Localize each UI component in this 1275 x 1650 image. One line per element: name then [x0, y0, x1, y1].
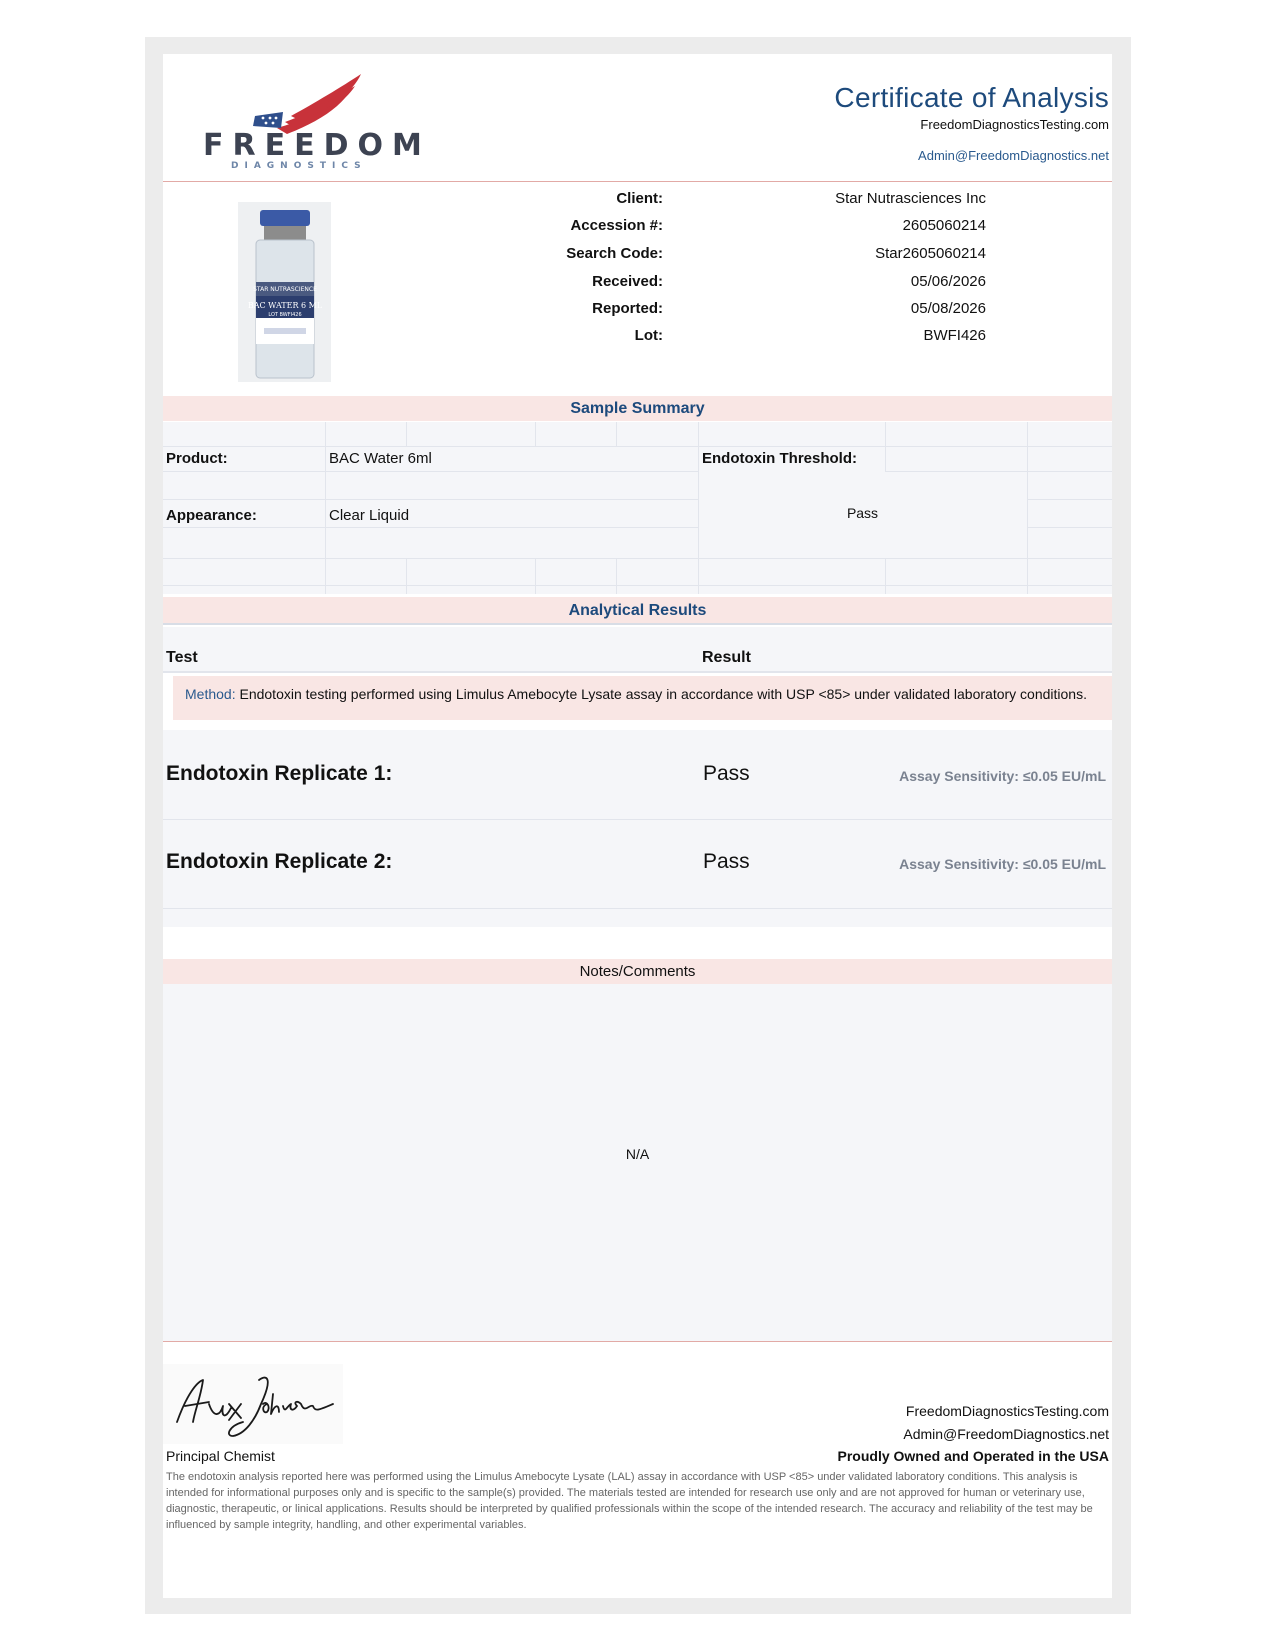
client-info-value: 2605060214 — [902, 217, 986, 234]
footer-email: Admin@FreedomDiagnostics.net — [903, 1426, 1109, 1442]
signature-icon — [163, 1364, 343, 1444]
appearance-value: Clear Liquid — [329, 507, 410, 524]
client-info-label: Client: — [616, 190, 663, 207]
endotoxin-threshold-label: Endotoxin Threshold: — [702, 450, 857, 467]
footer-divider — [163, 1341, 1112, 1342]
footer-tagline: Proudly Owned and Operated in the USA — [837, 1448, 1109, 1464]
sample-vial-image — [238, 202, 331, 382]
document-title: Certificate of Analysis — [834, 82, 1109, 113]
client-info-value: 05/08/2026 — [910, 300, 986, 317]
analytical-results-header: Analytical Results — [163, 597, 1112, 625]
client-info-value: Star2605060214 — [875, 245, 986, 262]
client-info-label: Reported: — [592, 300, 663, 317]
header-email: Admin@FreedomDiagnostics.net — [918, 148, 1109, 163]
notes-body — [163, 984, 1112, 1341]
result-value: Pass — [703, 850, 750, 873]
certificate-sheet — [163, 54, 1112, 1598]
method-label: Method: — [185, 686, 236, 702]
result-test-name: Endotoxin Replicate 2: — [166, 850, 393, 873]
method-note — [173, 676, 1112, 720]
column-header-result: Result — [702, 649, 751, 666]
client-info-label: Lot: — [634, 327, 663, 344]
svg-text:STAR NUTRASCIENCE: STAR NUTRASCIENCE — [253, 286, 317, 293]
client-info-label: Received: — [592, 273, 663, 290]
client-info-value: Star Nutrasciences Inc — [835, 190, 986, 207]
sample-summary-grid — [163, 422, 1112, 594]
svg-text:BAC WATER 6 ML: BAC WATER 6 ML — [247, 301, 323, 310]
assay-sensitivity: Assay Sensitivity: ≤0.05 EU/mL — [899, 768, 1106, 784]
column-header-test: Test — [166, 649, 198, 666]
client-info-value: BWFI426 — [923, 327, 986, 344]
signature — [163, 1364, 343, 1444]
client-info-value: 05/06/2026 — [910, 273, 986, 290]
product-value: BAC Water 6ml — [329, 450, 432, 467]
product-label: Product: — [166, 450, 228, 467]
footer-website: FreedomDiagnosticsTesting.com — [905, 1403, 1109, 1419]
appearance-label: Appearance: — [166, 507, 257, 524]
result-test-name: Endotoxin Replicate 1: — [166, 762, 393, 785]
endotoxin-threshold-value: Pass — [846, 505, 879, 521]
vial-icon — [238, 202, 331, 382]
notes-header: Notes/Comments — [163, 959, 1112, 984]
disclaimer: The endotoxin analysis reported here was performed using the Limulus Amebocyte Lysate (LAL) assay in accordance with USP <85> under validated laboratory conditions. This analysis is intended for informational purposes only and is specific to the sample(s) provided. The materials tested are intended for research use only and are not approved for human or veterinary use, diagnostic, therapeutic, or linical applications. Results should be interpreted by qualified professionals within the scope of the intended research. The accuracy and reliability of the test may be influenced by sample integrity, handling, and other experimental variables. — [166, 1471, 1093, 1531]
logo-name: FREEDOM — [203, 128, 431, 163]
client-info-label: Search Code: — [566, 245, 663, 262]
svg-text:LOT BWFI426: LOT BWFI426 — [268, 312, 302, 318]
signer-title: Principal Chemist — [166, 1448, 275, 1464]
assay-sensitivity: Assay Sensitivity: ≤0.05 EU/mL — [899, 856, 1106, 872]
results-spacer — [163, 909, 1112, 927]
result-row — [163, 820, 1112, 909]
logo-subtitle: DIAGNOSTICS — [231, 161, 367, 171]
sample-summary-header: Sample Summary — [163, 396, 1112, 421]
results-column-header-row — [163, 627, 1112, 673]
notes-text: N/A — [625, 1146, 650, 1162]
client-info-label: Accession #: — [570, 217, 663, 234]
header-website: FreedomDiagnosticsTesting.com — [920, 117, 1109, 132]
method-text: Endotoxin testing performed using Limulus Amebocyte Lysate assay in accordance with USP <85> under validated laboratory conditions. — [239, 686, 1087, 702]
header-divider — [163, 181, 1112, 182]
result-value: Pass — [703, 762, 750, 785]
result-row — [163, 730, 1112, 820]
